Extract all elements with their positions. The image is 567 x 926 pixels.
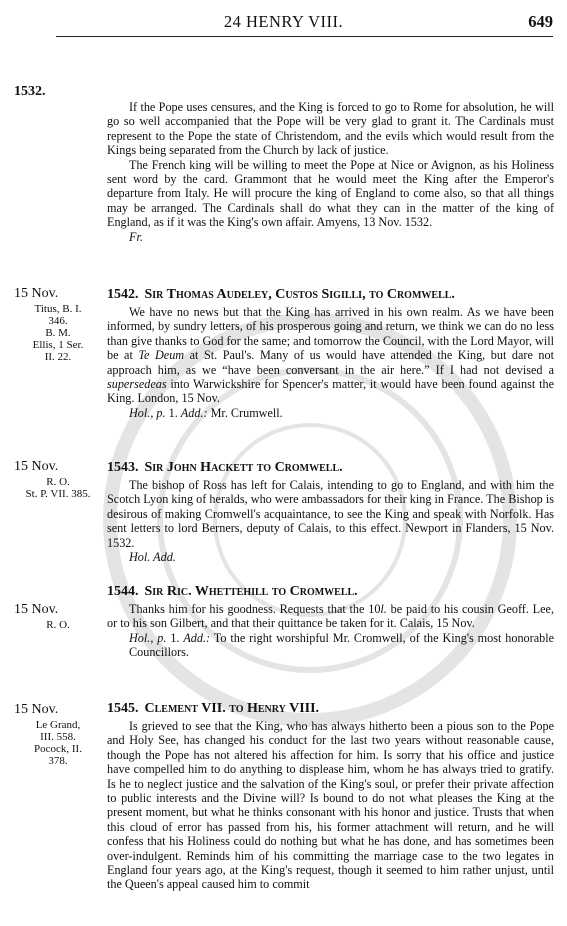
entry-1544: [107, 584, 554, 660]
entry-margin-1545: [14, 702, 102, 767]
entry-ref: Ellis, 1 Ser.: [32, 339, 84, 351]
text-run: into Warwickshire for Spencer's matter, it would have been found against the King. London, 15 Nov.: [107, 377, 554, 406]
italic-text: Hol. Add.: [129, 550, 176, 565]
running-title: 24 HENRY VIII.: [223, 12, 344, 31]
entry-ref: 346.: [48, 315, 68, 327]
entry-title: Sir John Hackett to Cromwell.: [144, 460, 343, 475]
entry-1543: [107, 460, 554, 564]
text-run: Thanks him for his goodness. Requests that the 10: [129, 602, 381, 616]
text-run: 1.: [166, 630, 184, 645]
entry-title: Sir Thomas Audeley, Custos Sigilli, to Cromwell.: [144, 287, 455, 302]
entry-ref: R. O.: [46, 476, 70, 488]
entry-ref: Le Grand,: [35, 719, 81, 731]
entry-title: Sir Ric. Whettehill to Cromwell.: [144, 584, 358, 599]
entry-heading: [107, 287, 554, 303]
entry-date: 15 Nov.: [14, 286, 59, 301]
entry-margin-1543: [14, 459, 102, 500]
entry-number: 1542.: [107, 287, 139, 302]
entry-ref: II. 22.: [44, 351, 72, 363]
entry-ref: St. P. VII. 385.: [25, 488, 91, 500]
text-run: be paid to his cousin Geoff. Lee, or to his son Gilbert, and that their quittance be taken for it. Calais, 15 Nov.: [107, 602, 554, 631]
entry-margin-1542: [14, 286, 102, 363]
entry-number: 1543.: [107, 460, 139, 475]
italic-text: Add.:: [180, 405, 208, 420]
entry-date: 15 Nov.: [14, 702, 59, 717]
entry-number: 1544.: [107, 584, 139, 599]
paragraph: The French king will be willing to meet the Pope at Nice or Avignon, as his Holiness sent word by the card. Grammont that he would meet the King after the Emperor's departure from Italy. He will procure the king of England to come also, so that all things may be arranged. The Cardinals shall do what they can in the matter of the king of England, as if it was the King's own affair. Amyens, 13 Nov. 1532.: [107, 157, 554, 230]
italic-text: Te Deum: [138, 348, 185, 363]
entry-meta: [107, 631, 554, 660]
text-run: Mr. Crumwell.: [207, 405, 283, 420]
header-rule: [56, 36, 553, 37]
italic-text: Hol., p.: [129, 405, 166, 420]
entry-ref: B. M.: [45, 327, 71, 339]
year-label: 1532.: [14, 84, 46, 99]
text-run: Is grieved to see that the King, who has always hitherto been a pious son to the Pope and Holy See, has changed his conduct for the last two years without reasonable cause, though the Pope has not altered his affection for him. Is sorry that his office and justice have compelled him to do anything to displease him, whom he has always tried to gratify. Is he to neglect justice and the salvation of the King's soul, or prefer their private affection to public interests and the Divine will? Is bound to do not what pleases the King at the present moment, but what he thinks consonant with his honor and justice. Trusts that when this cloud of error has passed from his, his former attachment will return, and he will confess that his Holiness could do nothing but what he has done, and has sometimes been over-indulgent. Reminds him of his committing the marriage case to the two legates in England four years ago, at the King's request, though it seemed to him rather unjust, until the Queen's appeal caused him to commit: [107, 719, 554, 892]
text-run: We have no news but that the King has arrived in his own realm. As we have been informed, by sundry letters, of his prosperous going and return, we think we can do no less than give thanks to God for the same; and tomorrow the Council, with the Lord Mayor, will be at: [107, 305, 554, 363]
italic-text: Add.:: [183, 630, 211, 645]
continuation-text: [107, 100, 554, 244]
entry-meta: [107, 406, 554, 420]
text-run: To the right worshipful Mr. Cromwell, of the King's most honorable Councillors.: [129, 630, 554, 660]
entry-date: 15 Nov.: [14, 602, 59, 617]
text-run: at St. Paul's. Many of us would have attended the King, but dare not approach him, as we “have been conversant in the air here.” If I had not devised a: [107, 348, 554, 377]
entry-heading: [107, 584, 554, 600]
source-note: Fr.: [129, 229, 143, 244]
paragraph: If the Pope uses censures, and the King is forced to go to Rome for absolution, he will go so well accompanied that the Pope will be very glad to grant it. The Cardinals must represent to the Pope the state of Christendom, and the evils which would result from the Kings being separated from the Church by lack of justice.: [107, 100, 554, 158]
continuation-margin: [14, 86, 102, 98]
entry-number: 1545.: [107, 701, 139, 716]
entry-heading: [107, 460, 554, 476]
entry-body: [107, 305, 554, 406]
italic-text: l.: [380, 602, 387, 616]
entry-margin-1544: [14, 602, 102, 631]
entry-body: [107, 602, 554, 631]
entry-1542: [107, 287, 554, 420]
entry-body: [107, 478, 554, 550]
entry-body: [107, 719, 554, 892]
entry-ref: III. 558.: [40, 731, 76, 743]
entry-meta: [107, 550, 554, 564]
entry-ref: R. O.: [46, 619, 70, 631]
entry-title: Clement VII. to Henry VIII.: [144, 701, 320, 716]
entry-heading: [107, 701, 554, 717]
page-number: 649: [528, 12, 553, 31]
text-run: The bishop of Ross has left for Calais, intending to go to England, and with him the Scotch Lyon king of heralds, who were ambassadors for their king in France. The Bishop is desirous of making Cromwell's acquaintance, to see the King and speak with Norfolk. Has sent letters to lord Berners, deputy of Calais, to this effect. Newport in Flanders, 15 Nov. 1532.: [107, 478, 554, 550]
italic-text: Hol., p.: [129, 630, 167, 645]
page-header: [0, 0, 567, 36]
entry-1545: [107, 701, 554, 892]
text-run: 1.: [165, 405, 181, 420]
italic-text: supersedeas: [107, 377, 167, 392]
entry-date: 15 Nov.: [14, 459, 59, 474]
entry-ref: Titus, B. I.: [34, 303, 82, 315]
entry-ref: Pocock, II.: [34, 743, 82, 755]
entry-ref: 378.: [48, 755, 68, 767]
